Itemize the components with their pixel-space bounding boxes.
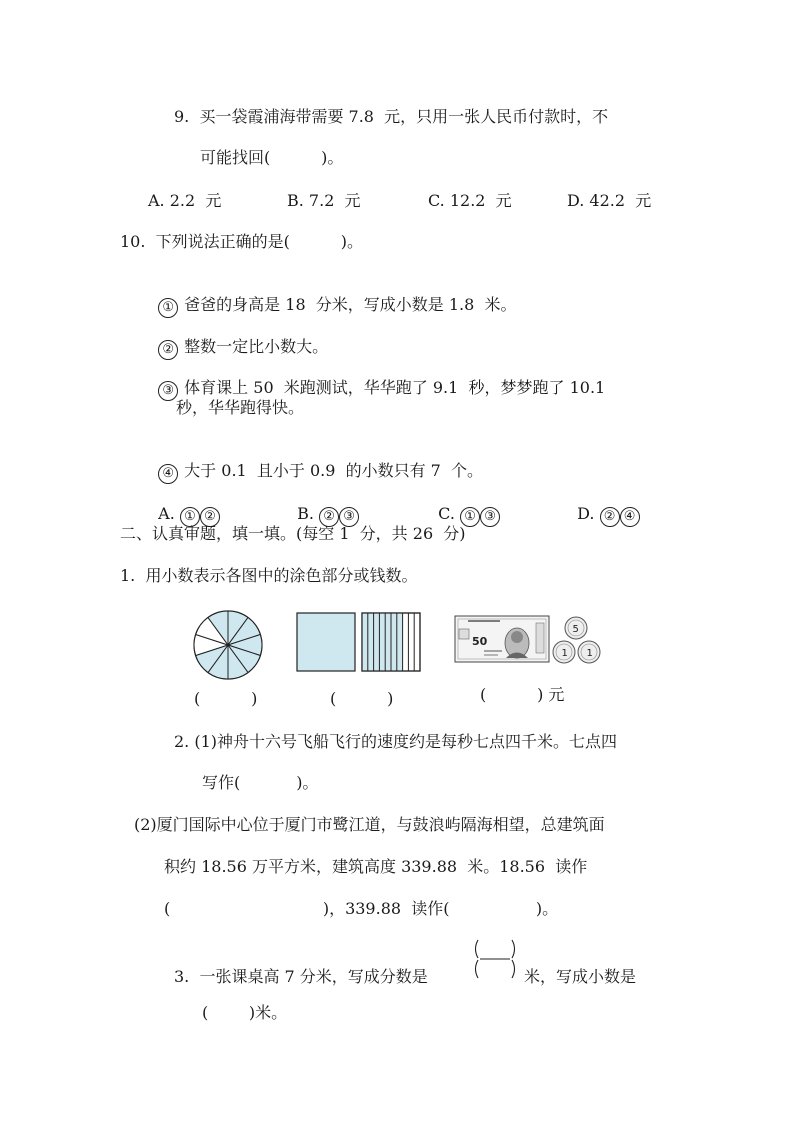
q2-2-line2: 积约 18.56 万平方米，建筑高度 339.88 米。18.56 读作 [164, 857, 588, 876]
q1-blank-squares: ( ) [330, 689, 394, 708]
q3-line1-a: 3. 一张课桌高 7 分米，写成分数是 [174, 967, 428, 986]
statement-text: 体育课上 50 米跑测试，华华跑了 9.1 秒，梦梦跑了 10.1 [184, 378, 606, 397]
option-letter: B. [297, 504, 315, 523]
coin-one-icon [577, 640, 601, 664]
q9-option-b: B. 7.2 元 [287, 191, 361, 210]
circled-number: ① [460, 507, 480, 527]
coin-value: 1 [586, 648, 593, 659]
option-letter: D. [577, 504, 595, 523]
squares-decimal-figure [296, 612, 424, 674]
q1-blank-money: ( ) 元 [480, 685, 565, 704]
q1-blank-circle: ( ) [194, 689, 258, 708]
q9-option-a: A. 2.2 元 [148, 191, 222, 210]
q10-option-c [428, 481, 500, 527]
circle-fraction-figure [192, 609, 264, 681]
circled-number: ③ [480, 507, 500, 527]
q10-statement-4 [148, 438, 483, 484]
q3-line1-b: 米，写成小数是 [524, 967, 637, 986]
q10-stem: 10. 下列说法正确的是( )。 [120, 232, 363, 251]
q9-line2: 可能找回( )。 [200, 148, 344, 167]
q9-option-c: C. 12.2 元 [428, 191, 512, 210]
q10-statement-3-cont: 秒，华华跑得快。 [176, 398, 305, 417]
coin-value: 1 [561, 648, 568, 659]
circled-number: ① [180, 507, 200, 527]
circled-number: ④ [158, 464, 178, 484]
statement-text: 大于 0.1 且小于 0.9 的小数只有 7 个。 [184, 461, 484, 480]
banknote-value: 50 [472, 635, 488, 648]
circled-number: ③ [339, 507, 359, 527]
q2-2-line1: (2)厦门国际中心位于厦门市鹭江道，与鼓浪屿隔海相望，总建筑面 [134, 815, 605, 834]
q10-option-b [287, 481, 359, 527]
fraction-blank [472, 938, 524, 980]
q10-statement-2 [148, 314, 328, 360]
q9-option-d: D. 42.2 元 [567, 191, 652, 210]
q10-statement-1 [148, 272, 517, 318]
option-letter: A. [158, 504, 175, 523]
q10-statement-3 [148, 355, 605, 401]
circled-number: ② [158, 340, 178, 360]
circled-number: ② [319, 507, 339, 527]
statement-text: 整数一定比小数大。 [184, 337, 329, 356]
q2-2-line3: ( )，339.88 读作( )。 [164, 899, 559, 918]
q2-1-line2: 写作( )。 [202, 773, 319, 792]
statement-text: 爸爸的身高是 18 分米，写成小数是 1.8 米。 [184, 295, 517, 314]
coin-one-icon [552, 640, 576, 664]
banknote-icon [454, 615, 550, 663]
coin-five-icon [564, 616, 588, 640]
circled-number: ④ [620, 507, 640, 527]
circled-number: ③ [158, 381, 178, 401]
q9-line1: 9. 买一袋霞浦海带需要 7.8 元，只用一张人民币付款时，不 [174, 107, 609, 126]
coin-value: 5 [572, 624, 579, 635]
section-heading: 二、认真审题，填一填。(每空 1 分，共 26 分) [120, 524, 466, 543]
option-letter: C. [438, 504, 455, 523]
circled-number: ② [200, 507, 220, 527]
q2-1-line1: 2. (1)神舟十六号飞船飞行的速度约是每秒七点四千米。七点四 [174, 732, 618, 751]
circled-number: ② [600, 507, 620, 527]
circled-number: ① [158, 298, 178, 318]
q10-option-d [567, 481, 640, 527]
q3-line2: ( )米。 [202, 1003, 288, 1022]
q1-stem: 1. 用小数表示各图中的涂色部分或钱数。 [120, 566, 418, 585]
q10-option-a [148, 481, 220, 527]
money-figure [454, 615, 604, 667]
